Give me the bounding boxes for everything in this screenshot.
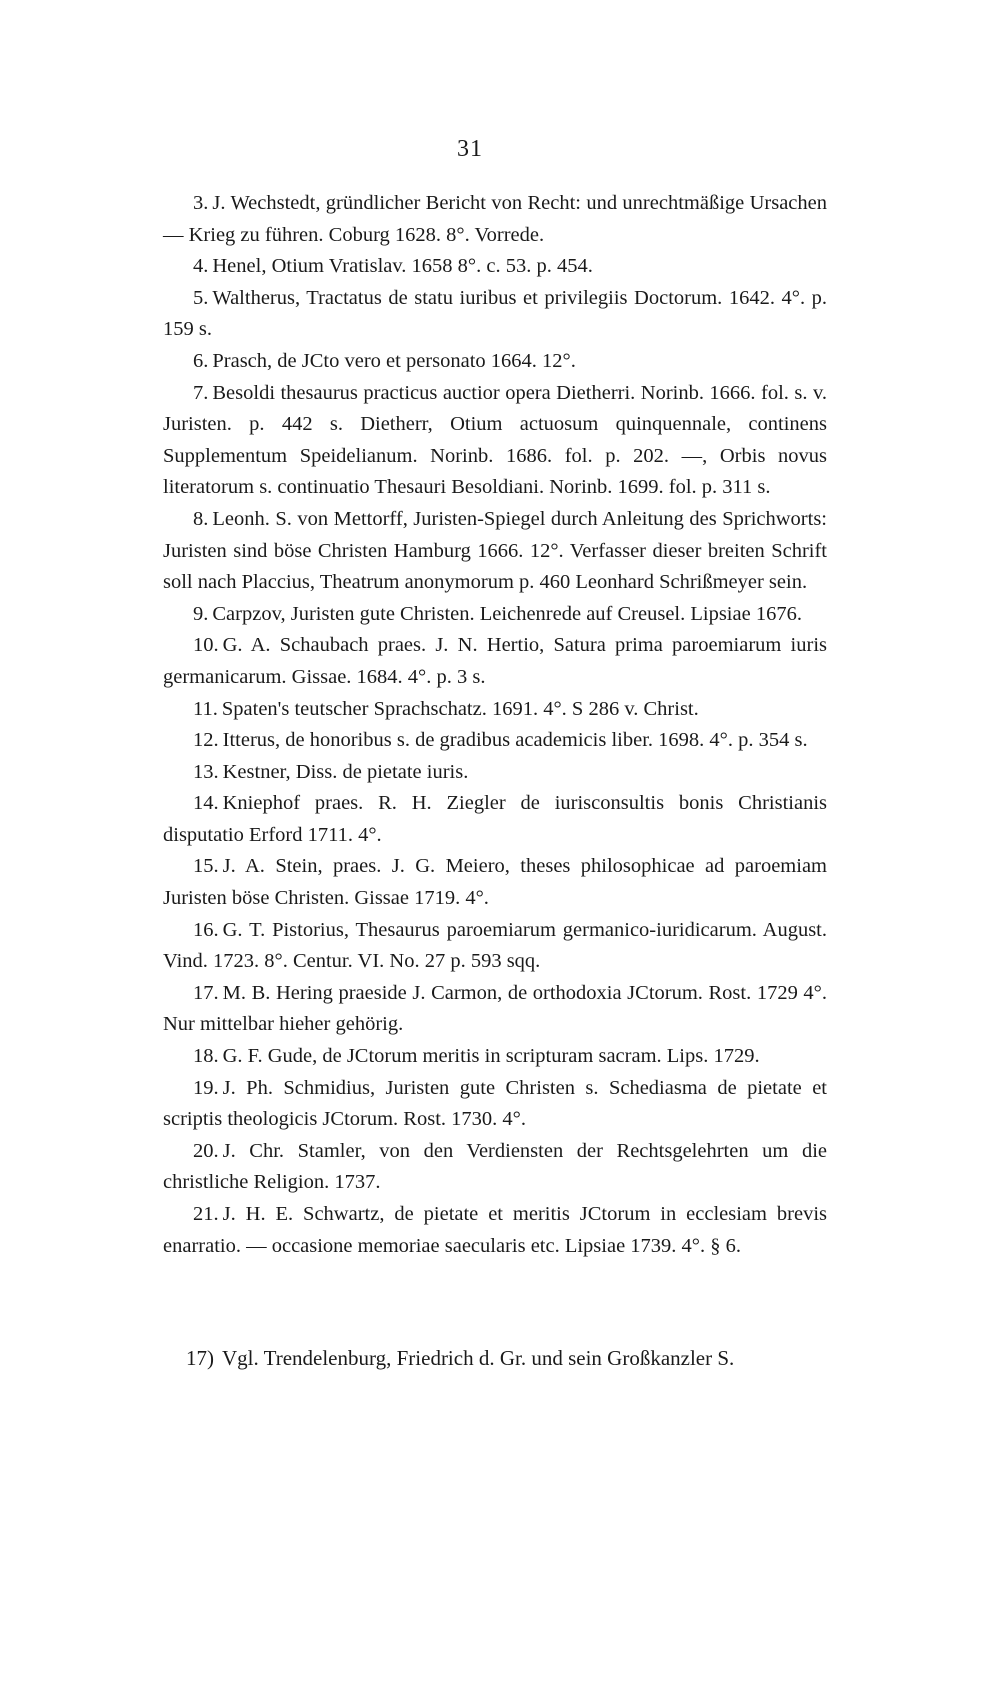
entry-number: 14. bbox=[193, 792, 219, 815]
bibliography-entry bbox=[163, 1199, 827, 1262]
entry-number: 6. bbox=[193, 349, 209, 372]
bibliography-entry bbox=[163, 283, 827, 346]
bibliography-entry bbox=[163, 378, 827, 504]
entry-text: J. Wechstedt, gründlicher Bericht von Recht: und unrechtmäßige Ursachen — Krieg zu führen. Coburg 1628. 8°. Vorrede. bbox=[163, 192, 827, 246]
entry-number: 19. bbox=[193, 1076, 219, 1099]
entry-number: 5. bbox=[193, 286, 209, 309]
entry-text: Henel, Otium Vratislav. 1658 8°. c. 53. p. 454. bbox=[212, 255, 593, 278]
entry-number: 9. bbox=[193, 602, 209, 625]
bibliography-entry bbox=[163, 757, 827, 789]
entry-number: 3. bbox=[193, 192, 209, 214]
entry-number: 10. bbox=[193, 634, 219, 657]
entry-text: G. T. Pistorius, Thesaurus paroemiarum germanico-iuridicarum. August. Vind. 1723. 8°. Centur. VI. No. 27 p. 593 sqq. bbox=[163, 918, 827, 973]
bibliography-entry bbox=[163, 504, 827, 599]
entry-text: Spaten's teutscher Sprachschatz. 1691. 4°. S 286 v. Christ. bbox=[221, 697, 699, 720]
entry-text: M. B. Hering praeside J. Carmon, de orthodoxia JCtorum. Rost. 1729 4°. Nur mittelbar hieher gehörig. bbox=[163, 981, 827, 1036]
bibliography-entry bbox=[163, 630, 827, 693]
entry-number: 15. bbox=[193, 855, 219, 878]
entry-number: 13. bbox=[193, 760, 219, 783]
bibliography-entry bbox=[163, 851, 827, 914]
footnote-text: Vgl. Trendelenburg, Friedrich d. Gr. und sein Großkanzler S. bbox=[222, 1346, 735, 1370]
entry-number: 21. bbox=[193, 1203, 219, 1225]
bibliography-entry bbox=[163, 978, 827, 1041]
bibliography-entry bbox=[163, 1136, 827, 1199]
bibliography-entry bbox=[163, 1041, 827, 1073]
bibliography-entry bbox=[163, 188, 827, 251]
bibliography-entry bbox=[163, 251, 827, 283]
bibliography-entry bbox=[163, 346, 827, 378]
entry-number: 20. bbox=[193, 1139, 219, 1162]
entry-text: J. H. E. Schwartz, de pietate et meritis JCtorum in ecclesiam brevis enarratio. — occasione memoriae saecularis etc. Lipsiae 1739. 4°. § 6. bbox=[163, 1203, 827, 1257]
page-number: 31 bbox=[457, 136, 483, 162]
entry-number: 12. bbox=[193, 729, 219, 752]
entry-number: 16. bbox=[193, 918, 219, 941]
bibliography-entry bbox=[163, 1073, 827, 1136]
entry-text: Waltherus, Tractatus de statu iuribus et privilegiis Doctorum. 1642. 4°. p. 159 s. bbox=[163, 286, 827, 341]
entry-number: 8. bbox=[193, 507, 209, 530]
entry-text: Besoldi thesaurus practicus auctior opera Dietherri. Norinb. 1666. fol. s. v. Juristen. p. 442 s. Dietherr, Otium actuosum quinquennale, continens Supplementum Speidelianum. Norinb. 1686. fol. p. 202. —, Orbis novus literatorum s. continuatio Thesauri Besoldiani. Norinb. 1699. fol. p. 311 s. bbox=[163, 381, 827, 499]
footnote-number: 17) bbox=[186, 1346, 214, 1370]
entry-number: 18. bbox=[193, 1045, 219, 1068]
entry-text: Kniephof praes. R. H. Ziegler de iurisconsultis bonis Christianis disputatio Erford 1711. 4°. bbox=[163, 792, 827, 846]
entry-text: G. A. Schaubach praes. J. N. Hertio, Satura prima paroemiarum iuris germanicarum. Gissae. 1684. 4°. p. 3 s. bbox=[163, 634, 827, 688]
bibliography-entry bbox=[163, 599, 827, 631]
entry-number: 17. bbox=[193, 981, 219, 1004]
bibliography-entry bbox=[163, 915, 827, 978]
bibliography-entry bbox=[163, 725, 827, 757]
entry-text: Prasch, de JCto vero et personato 1664. 12°. bbox=[212, 349, 576, 372]
footnote bbox=[186, 1343, 846, 1373]
bibliography-entry bbox=[163, 788, 827, 851]
entry-number: 7. bbox=[193, 381, 209, 404]
entry-number: 4. bbox=[193, 255, 209, 278]
entry-text: J. Chr. Stamler, von den Verdiensten der Rechtsgelehrten um die christliche Religion. 1737. bbox=[163, 1139, 827, 1194]
entry-text: Carpzov, Juristen gute Christen. Leichenrede auf Creusel. Lipsiae 1676. bbox=[212, 602, 802, 625]
entry-text: Leonh. S. von Mettorff, Juristen-Spiegel durch Anleitung des Sprichworts: Juristen sind böse Christen Hamburg 1666. 12°. Verfasser dieser breiten Schrift soll nach Placcius, Theatrum anonymorum p. 460 Leonhard Schrißmeyer sein. bbox=[163, 507, 827, 594]
entry-number: 11. bbox=[193, 697, 218, 720]
entry-text: Kestner, Diss. de pietate iuris. bbox=[222, 760, 469, 783]
entry-text: J. Ph. Schmidius, Juristen gute Christen s. Schediasma de pietate et scriptis theologicis JCtorum. Rost. 1730. 4°. bbox=[163, 1076, 827, 1131]
bibliography-entry bbox=[163, 694, 827, 726]
entry-text: J. A. Stein, praes. J. G. Meiero, theses philosophicae ad paroemiam Juristen böse Christen. Gissae 1719. 4°. bbox=[163, 855, 827, 910]
entry-text: G. F. Gude, de JCtorum meritis in scripturam sacram. Lips. 1729. bbox=[222, 1045, 760, 1068]
entry-text: Itterus, de honoribus s. de gradibus academicis liber. 1698. 4°. p. 354 s. bbox=[222, 729, 808, 752]
bibliography-list bbox=[163, 188, 827, 1262]
